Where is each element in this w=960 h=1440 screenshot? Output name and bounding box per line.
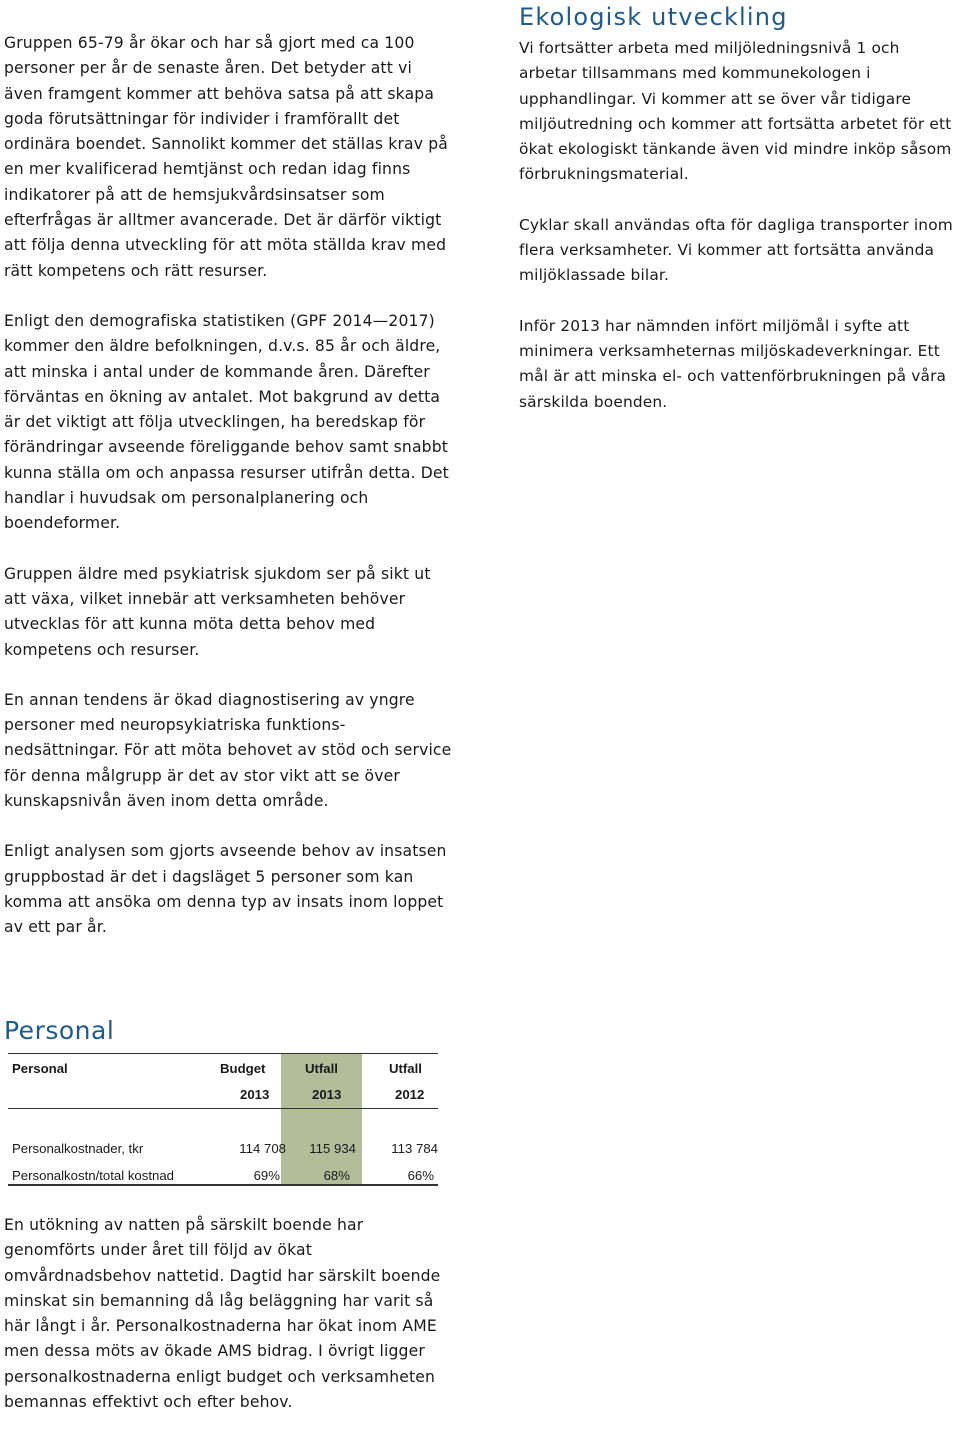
paragraph-demographics: Enligt den demografiska statistiken (GPF 2014—2017) kommer den äldre befolkningen, d.v.s. 85 år och äldre, att minska i antal under de kommande åren. Därefter förväntas en ökning av antalet. Mot bakgrund av detta är det viktigt att följa utvecklingen, ha beredskap för förändringar avseende föreliggande behov samt snabbt kunna ställa om och anpassa resurser utifrån detta. Det handlar i huvudsak om personalplanering och boendeformer. xyxy=(4,311,449,533)
right-column xyxy=(519,2,960,440)
personal-table xyxy=(8,1053,438,1186)
cell-utfall2012-share: 66% xyxy=(407,1168,434,1183)
row-label-share: Personalkostn/total kostnad xyxy=(12,1168,175,1183)
header-year-budget: 2013 xyxy=(240,1087,270,1102)
left-column xyxy=(4,31,454,966)
paragraph-staffing: En utökning av natten på särskilt boende har genomförts under året till följd av ökat omvårdnadsbehov nattetid. Dagtid har särskilt boende minskat sin bemanning då låg beläggning har varit så här långt i år. Personalkostnaderna har ökat inom AME men dessa möts av ökade AMS bidrag. I övrigt ligger personalkostnaderna enligt budget och verksamheten bemannas effektivt och efter behov. xyxy=(4,1216,441,1412)
paragraph-psychiatric: Gruppen äldre med psykiatrisk sjukdom ser på sikt ut att växa, vilket innebär att verksamheten behöver utvecklas för att kunna möta detta behov med kompetens och resurser. xyxy=(4,564,431,659)
header-utfall-2013: Utfall xyxy=(305,1061,338,1076)
header-budget: Budget xyxy=(220,1061,266,1076)
table-top-rule xyxy=(8,1053,438,1054)
cell-utfall2013-costs: 115 934 xyxy=(309,1141,356,1156)
table-header-rule xyxy=(8,1108,438,1109)
paragraph-neuropsychiatric: En annan tendens är ökad diagnostisering av yngre personer med neuropsykiatriska funktions-nedsättningar. För att möta behovet av stöd och service för denna målgrupp är det av stor vikt att se över kunskapsnivån även inom detta område. xyxy=(4,690,452,811)
ecology-heading: Ekologisk utveckling xyxy=(519,3,788,31)
paragraph-group-housing: Enligt analysen som gjorts avseende behov av insatsen gruppbostad är det i dagsläget 5 personer som kan komma att ansöka om denna typ av insats inom loppet av ett par år. xyxy=(4,842,447,937)
cell-utfall2012-costs: 113 784 xyxy=(391,1141,438,1156)
personal-heading: Personal xyxy=(4,1016,115,1045)
cell-budget-costs: 114 708 xyxy=(239,1141,286,1156)
paragraph-transport: Cyklar skall användas ofta för dagliga transporter inom flera verksamheter. Vi kommer att fortsätta använda miljöklassade bilar. xyxy=(519,215,953,285)
cell-utfall2013-share: 68% xyxy=(323,1168,350,1183)
row-label-costs: Personalkostnader, tkr xyxy=(12,1141,144,1156)
header-year-prev: 2012 xyxy=(395,1087,425,1102)
header-label: Personal xyxy=(12,1061,68,1076)
paragraph-environmental-goals: Inför 2013 har nämnden infört miljömål i syfte att minimera verksamheternas miljöskadeverkningar. Ett mål är att minska el- och vattenförbrukningen på våra särskilda boenden. xyxy=(519,316,947,411)
paragraph-environmental-management: Vi fortsätter arbeta med miljöledningsnivå 1 och arbetar tillsammans med kommunekologen i upphandlingar. Vi kommer att se över vår tidigare miljöutredning och kommer att fortsätta arbetet för ett ökat ekologiskt tänkande även vid mindre inköp såsom förbrukningsmaterial. xyxy=(519,39,952,184)
cell-budget-share: 69% xyxy=(253,1168,280,1183)
table-bottom-rule xyxy=(8,1184,438,1186)
paragraph-age-group: Gruppen 65-79 år ökar och har så gjort med ca 100 personer per år de senaste åren. Det betyder att vi även framgent kommer att behöva satsa på att skapa goda förutsättningar för individer i framförallt det ordinära boendet. Sannolikt kommer det ställas krav på en mer kvalificerad hemtjänst och redan idag finns indikatorer på att de hemsjukvårdsinsatser som efterfrågas är alltmer avancerade. Det är därför viktigt att följa denna utveckling för att möta ställda krav med rätt kompetens och rätt resurser. xyxy=(4,34,448,280)
personal-text xyxy=(4,1213,454,1440)
header-utfall-2012: Utfall xyxy=(389,1061,422,1076)
header-year-utfall: 2013 xyxy=(312,1087,342,1102)
